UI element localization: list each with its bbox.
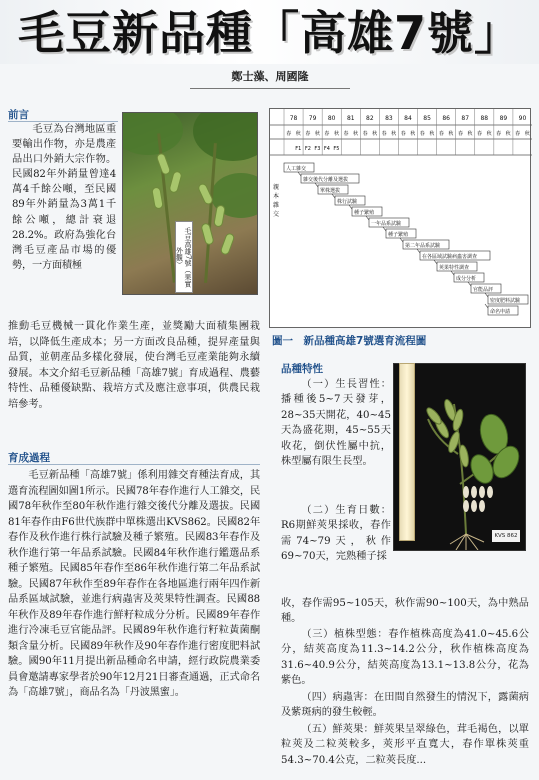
article-title: 毛豆新品種「高雄7號」	[17, 6, 521, 60]
author-rule	[190, 88, 350, 89]
breeding-flow-chart	[269, 108, 531, 328]
flow-step-connector	[485, 293, 488, 297]
season-label: 春	[400, 131, 406, 137]
year-label: 88	[480, 115, 489, 122]
year-label: 79	[308, 115, 317, 122]
flow-step-connector	[400, 238, 403, 242]
flow-step-label: 種子繁殖	[354, 210, 375, 216]
year-label: 82	[366, 115, 374, 122]
photo1-pod	[200, 222, 214, 246]
preface-paragraph-b: 推動毛豆機械一貫化作業生產，並獎勵大面積集團栽培，以降低生產成本；另一方面改良品種，提昇產量與品質，並朝產品多樣化發展，使台灣毛豆產業能夠永續發展。本文介紹毛豆新品種「高雄7號」育成過程、農藝特性、品種優缺點、栽培方式及應注意事項，供農民栽培參考。	[8, 321, 260, 410]
trait-disease: （四）病蟲害：在田間自然發生的情況下，露菌病及紫斑病的發生較輕。	[281, 692, 529, 719]
flow-step-label: 單株選拔	[320, 188, 341, 194]
season-label: 秋	[314, 131, 320, 137]
season-label: 春	[515, 131, 521, 137]
flow-step-label: 在各區域試驗病蟲害調查	[422, 254, 478, 260]
season-label: 秋	[372, 131, 378, 137]
generation-label: F4	[323, 146, 330, 152]
year-label: 90	[518, 115, 527, 122]
season-label: 秋	[295, 131, 301, 137]
season-label: 秋	[391, 131, 397, 137]
flow-step-connector	[417, 249, 420, 253]
authors: 鄭士藻、周國隆	[231, 70, 309, 83]
flow-step-label: 成分分析	[456, 276, 477, 282]
season-label: 春	[343, 131, 349, 137]
measuring-ruler	[399, 363, 415, 541]
photo1-leaf	[193, 112, 258, 161]
title-band	[0, 0, 539, 64]
season-label: 春	[477, 131, 483, 137]
flow-step-connector	[298, 172, 301, 176]
season-label: 秋	[486, 131, 492, 137]
generation-label: F1	[295, 146, 302, 152]
season-label: 秋	[505, 131, 511, 137]
trait-plant-form: （三）植株型態：春作植株高度為41.0~45.6公分，結莢高度為11.3~14.2公分，秋作植株高度為31.6~40.9公分，結莢高度為13.1~13.8公分，花為紫色。	[281, 629, 529, 687]
chart-caption: 圖一 新品種高雄7號選育流程圖	[272, 335, 427, 347]
season-label: 春	[419, 131, 425, 137]
row-label-char: 交	[272, 211, 280, 218]
season-label: 春	[496, 131, 502, 137]
year-label: 83	[385, 115, 393, 122]
year-label: 86	[442, 115, 450, 122]
flow-chart-svg	[270, 109, 532, 329]
flow-step-label: 命名申請	[490, 309, 511, 315]
season-label: 秋	[353, 131, 359, 137]
preface-heading: 前言	[8, 109, 29, 121]
trait-growth-days-a: （二）生育日數：R6期鮮莢果採收，春作需74~79天，秋作69~70天，完熟種子採	[281, 505, 391, 563]
row-label-char: 親	[272, 184, 280, 191]
flow-step-label: 種子繁殖	[388, 232, 409, 238]
year-label: 85	[423, 115, 431, 122]
flow-step-connector	[315, 183, 318, 187]
traits-heading: 品種特性	[281, 363, 323, 375]
flow-step-label: 莢果特性調查	[439, 265, 470, 271]
breeding-heading: 育成過程	[8, 452, 50, 464]
soybean-plant-photo	[122, 112, 258, 295]
season-label: 春	[457, 131, 463, 137]
photo1-caption: 毛豆高雄7號（果實外觀）	[175, 221, 193, 293]
flow-step-label: 雜交後代分離及選拔	[303, 177, 349, 183]
season-label: 秋	[448, 131, 454, 137]
season-label: 秋	[333, 131, 339, 137]
preface-paragraph-a: 毛豆為台灣地區重要輸出作物，亦是農產品出口外銷大宗作物。民國82年外銷量曾達4萬4千餘公噸，至民國89年外銷量為3萬1千餘公噸，總計衰退28.2%。政府為強化台灣毛豆產品市場的優勢，一方面積極	[12, 124, 116, 271]
flow-step-label: 一年品系試驗	[371, 221, 402, 227]
year-label: 89	[499, 115, 508, 122]
flow-step-connector	[468, 282, 471, 286]
trait-growth-days-b: 收，春作需95~105天，秋作需90~100天，為中熟品種。	[281, 598, 529, 625]
photo1-pod	[220, 232, 236, 256]
flow-step-connector	[332, 194, 335, 198]
year-label: 81	[346, 115, 355, 122]
season-label: 春	[324, 131, 330, 137]
season-label: 秋	[410, 131, 416, 137]
row-label-char: 雜	[272, 202, 280, 209]
flow-step-connector	[383, 227, 386, 231]
photo1-leaf	[122, 112, 183, 155]
generation-label: F3	[314, 146, 321, 152]
flow-step-connector	[434, 260, 437, 264]
season-label: 秋	[524, 131, 530, 137]
year-label: 87	[461, 115, 470, 122]
specimen-label-card: KVS 862	[492, 530, 520, 542]
flow-step-connector	[349, 205, 352, 209]
flow-step-label: 第二年品系試驗	[405, 243, 441, 249]
season-label: 春	[305, 131, 311, 137]
trait-growth-habit: （一）生長習性：播種後5~7天發芽，28~35天開花，40~45天為盛花期，45~55天收花，倒伏性屬中抗，株型屬有限生長型。	[281, 379, 391, 468]
row-label-char: 本	[272, 193, 280, 200]
flow-step-connector	[366, 216, 369, 220]
year-label: 80	[327, 115, 336, 122]
season-label: 秋	[429, 131, 435, 137]
photo1-pod	[168, 170, 182, 194]
generation-label: F5	[333, 146, 340, 152]
year-label: 78	[289, 115, 298, 122]
year-label: 84	[404, 115, 412, 122]
season-label: 春	[362, 131, 368, 137]
photo1-pod	[156, 152, 172, 176]
flow-step-label: 人工雜交	[286, 166, 307, 172]
breeding-paragraph: 毛豆新品種「高雄7號」係利用雜交育種法育成，其選育流程圖如圖1所示。民國78年春作進行人工雜交，民國78年秋作至80年秋作進行雜交後代分離及選拔。民國81年春作由F6世代族群中單株選出KVS862。民國82年春作及秋作進行株行試驗及種子繁殖。民國83年春作及秋作進行第一年品系試驗。民國84年秋作進行鑑選品系種子繁殖。民國85年春作至86年秋作進行第二年品系試驗。民國87年秋作至89年春作在各地區進行兩年四作新品系區域試驗，並進行病蟲害及莢果特性調查。民國88年秋作及89年春作進行鮮籽粒成分分析。民國89年春作進行冷凍毛豆官能品評。民國89年秋作進行籽粒黃菌酮類含量分析。民國89年秋作及90年春作進行密度肥料試驗。國90年11月提出新品種命名申請，經行政院農業委員會邀請專家學者於90年12月21日審查通過，正式命名為「高雄7號」，商品名為「丹波黑蜜」。	[8, 470, 260, 698]
flow-step-connector	[485, 304, 488, 308]
season-label: 春	[286, 131, 292, 137]
breeding-heading-rule	[8, 464, 260, 465]
flow-step-connector	[451, 271, 454, 275]
trait-fresh-pods: （五）鮮莢果：鮮莢果呈翠綠色，茸毛褐色，以單粒莢及二粒莢較多，莢形平直寬大，春作單株莢重54.3~70.4公克，二粒莢長度...	[281, 724, 529, 766]
flow-step-label: 株行試驗	[337, 199, 358, 205]
flow-step-label: 密度肥料試驗	[490, 298, 521, 304]
season-label: 秋	[467, 131, 473, 137]
photo1-pod	[151, 186, 164, 209]
season-label: 春	[438, 131, 444, 137]
generation-label: F2	[304, 146, 311, 152]
flow-step-label: 官能品評	[473, 287, 494, 293]
season-label: 春	[381, 131, 387, 137]
